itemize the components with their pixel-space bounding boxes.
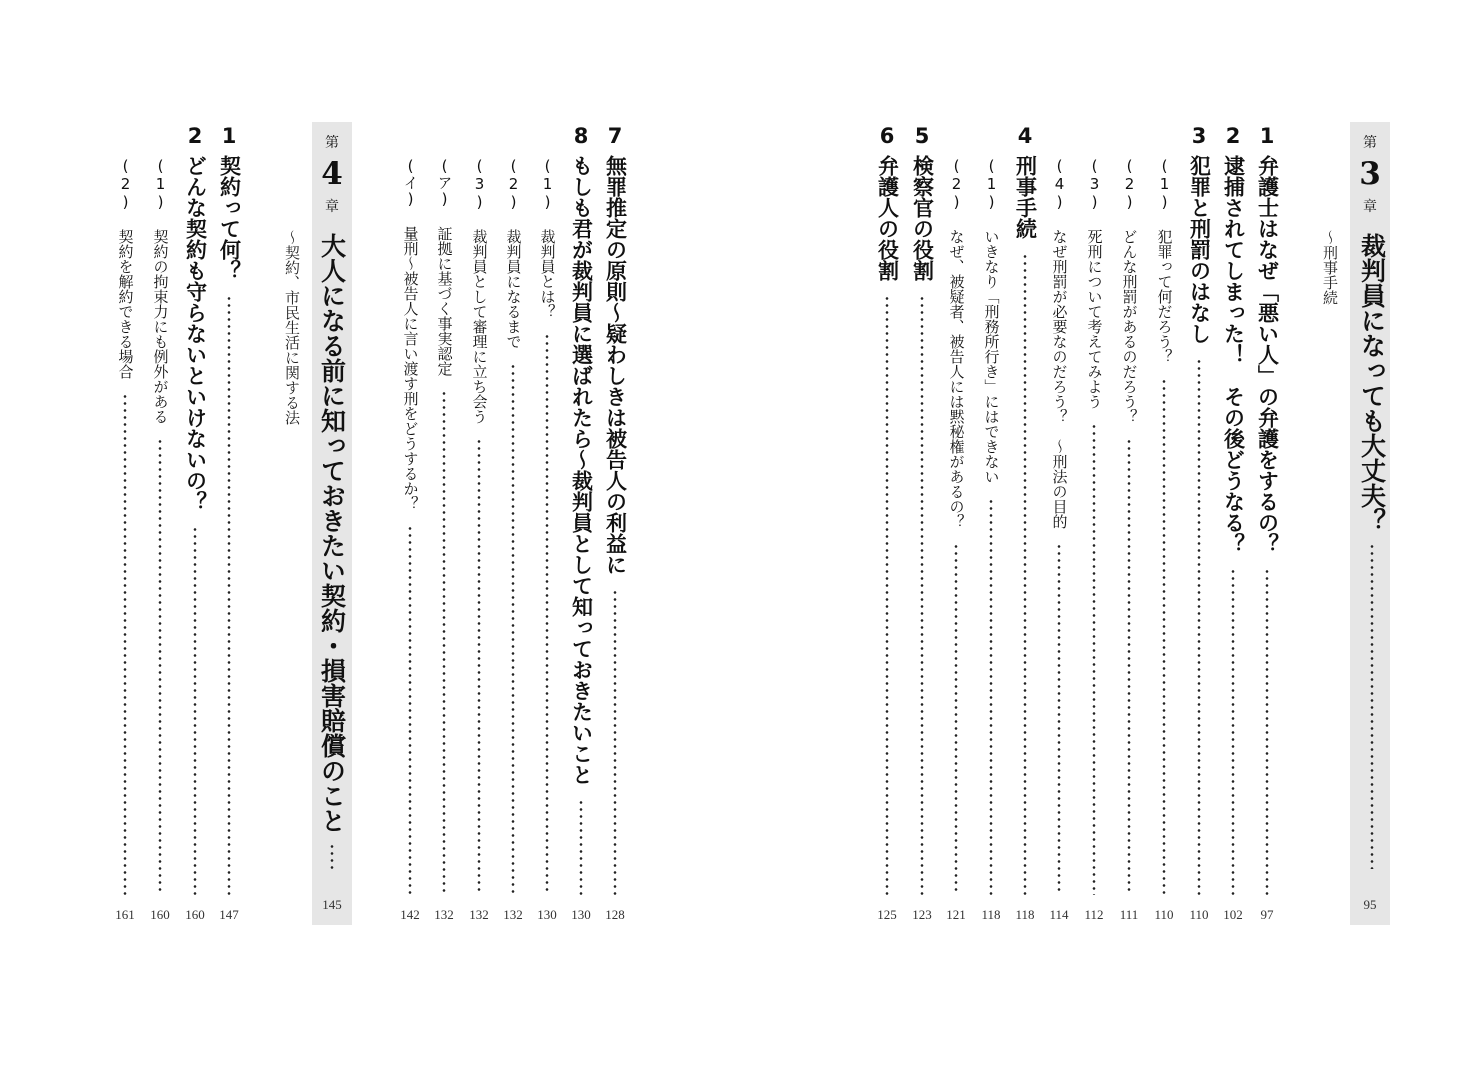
toc-entry[interactable] bbox=[564, 125, 598, 925]
toc-entry[interactable] bbox=[1112, 125, 1146, 925]
toc-entry[interactable] bbox=[905, 125, 939, 925]
entry-title: (1) いきなり「刑務所行き」にはできない bbox=[982, 157, 1001, 484]
entry-title: 犯罪と刑罰のはなし bbox=[1187, 155, 1212, 344]
entry-title: (2) どんな刑罰があるのだろう？ bbox=[1120, 157, 1139, 424]
entry-number: 1 bbox=[221, 124, 237, 148]
entry-title: (イ) 量刑～被告人に言い渡す刑をどうするか？ bbox=[401, 157, 420, 511]
entry-title: (2) 契約を解約できる場合 bbox=[116, 157, 135, 379]
entry-title: (2) なぜ、被疑者、被告人には黙秘権があるの？ bbox=[947, 157, 966, 529]
chapter-4-number: 4 bbox=[321, 156, 343, 192]
entry-title: 弁護士はなぜ「悪い人」の弁護をするの？ bbox=[1255, 155, 1280, 554]
leader-dots bbox=[408, 525, 412, 895]
entry-number: 2 bbox=[187, 124, 203, 148]
leader-dots bbox=[1057, 543, 1061, 895]
entry-title: 契約って何？ bbox=[217, 155, 242, 281]
entry-page-number: 132 bbox=[434, 907, 454, 922]
entry-page-number: 160 bbox=[185, 907, 205, 922]
entry-page-number: 123 bbox=[912, 907, 932, 922]
leader-dots bbox=[579, 799, 583, 895]
toc-entry[interactable] bbox=[462, 125, 496, 925]
chapter-4-suffix: 章 bbox=[325, 199, 339, 215]
entry-number: 8 bbox=[573, 124, 589, 148]
toc-entry[interactable] bbox=[496, 125, 530, 925]
entry-title: (4) なぜ刑罰が必要なのだろう？ ～刑法の目的 bbox=[1050, 157, 1069, 529]
toc-entry[interactable] bbox=[1182, 125, 1216, 925]
entry-number: 3 bbox=[1191, 124, 1207, 148]
leader-dots bbox=[1197, 358, 1201, 895]
toc-entry[interactable] bbox=[530, 125, 564, 925]
entry-page-number: 118 bbox=[1015, 907, 1035, 922]
entry-title: もしも君が裁判員に選ばれたら～裁判員として知っておきたいこと bbox=[569, 155, 594, 785]
chapter-4-prefix: 第 bbox=[325, 135, 339, 151]
chapter-4-page: 145 bbox=[322, 897, 342, 912]
toc-entry[interactable] bbox=[870, 125, 904, 925]
leader-dots bbox=[193, 526, 197, 895]
entry-page-number: 142 bbox=[400, 907, 420, 922]
leader-dots bbox=[545, 333, 549, 895]
toc-entry[interactable] bbox=[1077, 125, 1111, 925]
entry-page-number: 97 bbox=[1260, 907, 1274, 922]
toc-entry[interactable] bbox=[1250, 125, 1284, 925]
leader-dots bbox=[123, 393, 127, 895]
chapter-3-suffix: 章 bbox=[1363, 199, 1377, 215]
leader-dots bbox=[1127, 438, 1131, 895]
toc-entry[interactable] bbox=[598, 125, 632, 925]
chapter-3-subtitle: ～刑事手続 bbox=[1321, 230, 1339, 305]
entry-page-number: 161 bbox=[115, 907, 135, 922]
toc-entry[interactable] bbox=[178, 125, 212, 925]
chapter-4-title-column[interactable] bbox=[312, 233, 352, 873]
chapter-3-number: 3 bbox=[1359, 156, 1381, 192]
entry-title: (2) 裁判員になるまで bbox=[504, 157, 523, 349]
entry-page-number: 128 bbox=[605, 907, 625, 922]
toc-entry[interactable] bbox=[1042, 125, 1076, 925]
leader-dots bbox=[1265, 568, 1269, 895]
leader-dots bbox=[989, 498, 993, 895]
entry-page-number: 132 bbox=[469, 907, 489, 922]
chapter-3-title: 裁判員になっても大丈夫？ bbox=[1357, 233, 1387, 533]
leader-dots bbox=[885, 295, 889, 895]
entry-page-number: 110 bbox=[1189, 907, 1209, 922]
entry-title: (ア) 証拠に基づく事実認定 bbox=[435, 157, 454, 376]
entry-page-number: 110 bbox=[1154, 907, 1174, 922]
leader-dots bbox=[1162, 378, 1166, 895]
leader-dots bbox=[954, 543, 958, 895]
leader-dots bbox=[442, 390, 446, 895]
entry-title: (1) 契約の拘束力にも例外がある bbox=[151, 157, 170, 424]
entry-page-number: 111 bbox=[1119, 907, 1139, 922]
chapter-3-page: 95 bbox=[1363, 897, 1377, 912]
chapter-3-prefix: 第 bbox=[1363, 135, 1377, 151]
entry-number: 4 bbox=[1017, 124, 1033, 148]
entry-title: (3) 死刑について考えてみよう bbox=[1085, 157, 1104, 409]
entry-title: 逮捕されてしまった！ その後どうなる？ bbox=[1221, 155, 1246, 554]
toc-entry[interactable] bbox=[974, 125, 1008, 925]
entry-page-number: 130 bbox=[537, 907, 557, 922]
leader-dots bbox=[1231, 568, 1235, 895]
toc-entry[interactable] bbox=[1216, 125, 1250, 925]
leader-dots bbox=[1023, 253, 1027, 895]
entry-page-number: 118 bbox=[981, 907, 1001, 922]
leader-dots bbox=[1092, 423, 1096, 895]
entry-page-number: 132 bbox=[503, 907, 523, 922]
leader-dots bbox=[920, 295, 924, 895]
entry-number: 6 bbox=[879, 124, 895, 148]
leader-dots bbox=[330, 843, 334, 869]
entry-title: (1) 裁判員とは？ bbox=[538, 157, 557, 319]
entry-page-number: 125 bbox=[877, 907, 897, 922]
entry-page-number: 147 bbox=[219, 907, 239, 922]
toc-entry[interactable] bbox=[393, 125, 427, 925]
leader-dots bbox=[613, 589, 617, 895]
entry-number: 2 bbox=[1225, 124, 1241, 148]
entry-page-number: 130 bbox=[571, 907, 591, 922]
toc-entry[interactable] bbox=[143, 125, 177, 925]
entry-page-number: 121 bbox=[946, 907, 966, 922]
entry-title: (3) 裁判員として審理に立ち会う bbox=[470, 157, 489, 424]
toc-entry[interactable] bbox=[1147, 125, 1181, 925]
toc-entry[interactable] bbox=[1008, 125, 1042, 925]
entry-page-number: 102 bbox=[1223, 907, 1243, 922]
leader-dots bbox=[477, 438, 481, 895]
entry-page-number: 112 bbox=[1084, 907, 1104, 922]
leader-dots bbox=[1370, 543, 1374, 869]
toc-entry[interactable] bbox=[212, 125, 246, 925]
leader-dots bbox=[158, 438, 162, 895]
entry-title: どんな契約も守らないといけないの？ bbox=[183, 155, 208, 512]
chapter-3-title-column[interactable] bbox=[1352, 233, 1392, 873]
entry-number: 5 bbox=[914, 124, 930, 148]
entry-title: 刑事手続 bbox=[1013, 155, 1038, 239]
chapter-4-title: 大人になる前に知っておきたい契約・損害賠償のこと bbox=[317, 233, 347, 833]
entry-title: 弁護人の役割 bbox=[875, 155, 900, 281]
leader-dots bbox=[227, 295, 231, 895]
toc-entry[interactable] bbox=[108, 125, 142, 925]
entry-page-number: 160 bbox=[150, 907, 170, 922]
toc-entry[interactable] bbox=[939, 125, 973, 925]
entry-title: 無罪推定の原則～疑わしきは被告人の利益に bbox=[603, 155, 628, 575]
entry-number: 1 bbox=[1259, 124, 1275, 148]
entry-title: 検察官の役割 bbox=[910, 155, 935, 281]
leader-dots bbox=[511, 363, 515, 895]
toc-entry[interactable] bbox=[427, 125, 461, 925]
chapter-4-subtitle: ～契約、市民生活に関する法 bbox=[283, 230, 301, 425]
entry-page-number: 114 bbox=[1049, 907, 1069, 922]
entry-number: 7 bbox=[607, 124, 623, 148]
entry-title: (1) 犯罪って何だろう？ bbox=[1155, 157, 1174, 364]
